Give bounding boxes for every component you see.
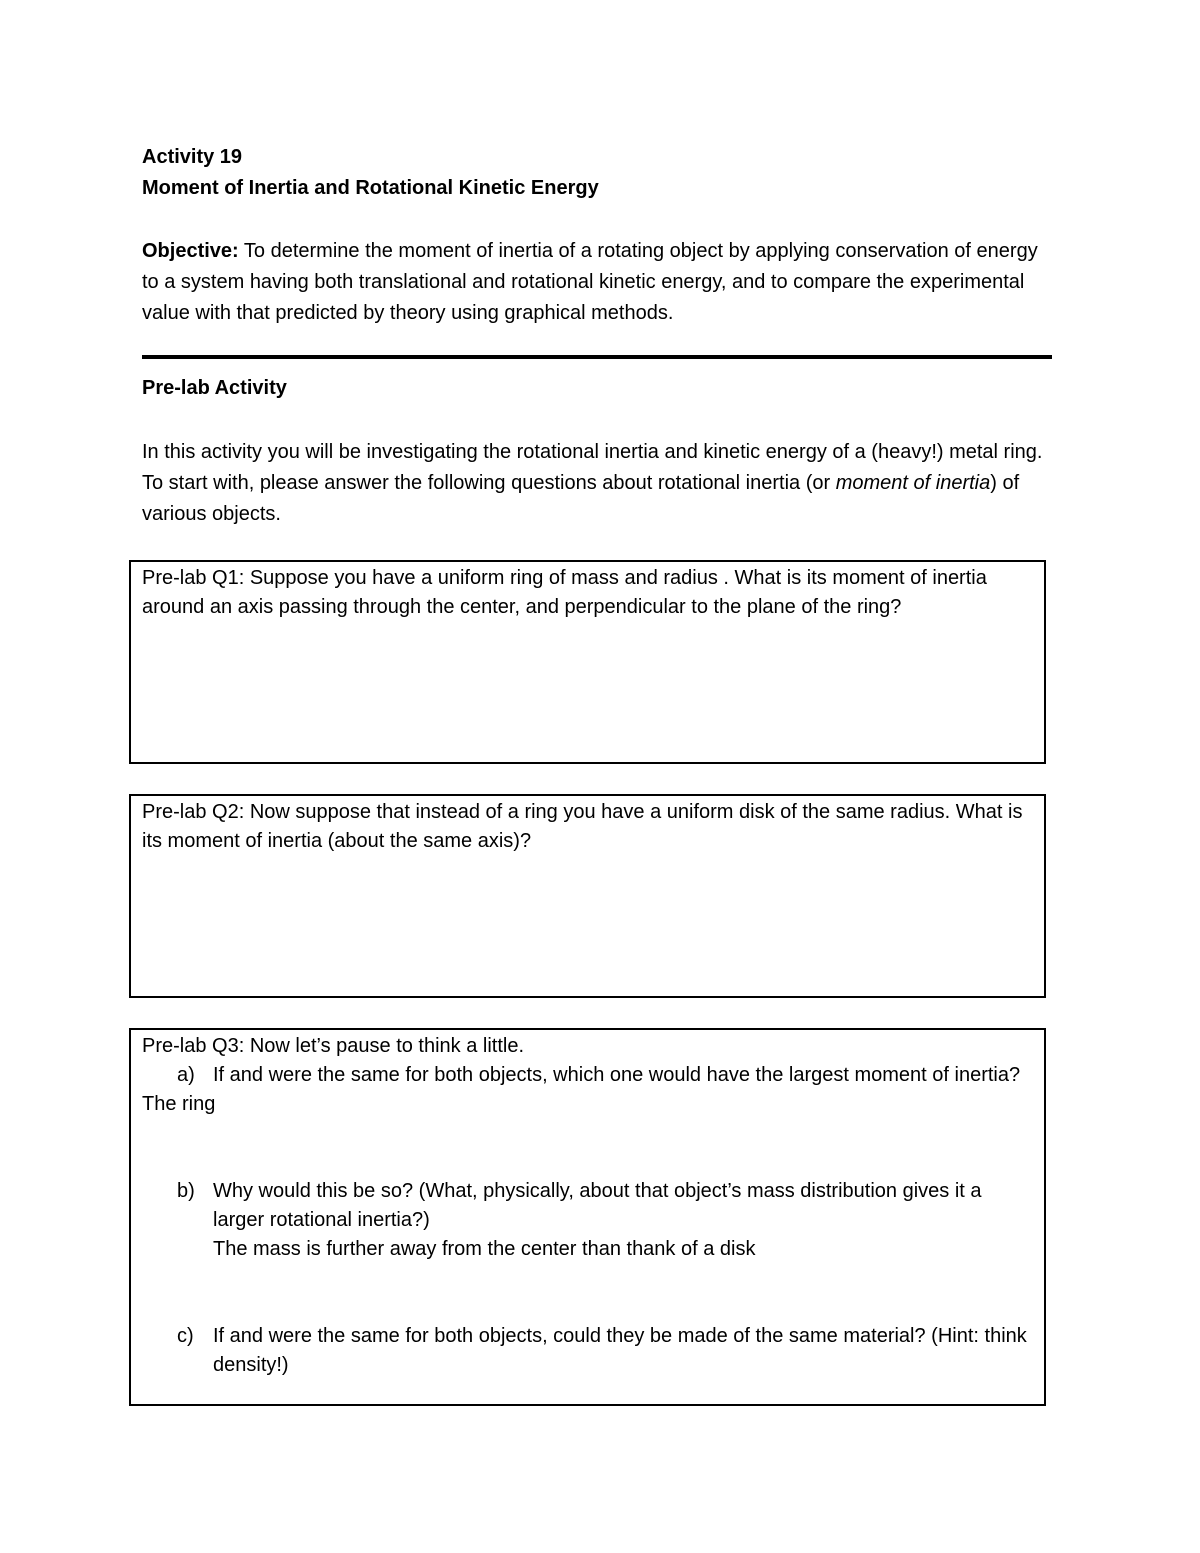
q3-part-c-text: If and were the same for both objects, could they be made of the same material? (Hint: think density!) xyxy=(213,1325,1027,1376)
prelab-intro-italic: moment of inertia xyxy=(835,472,991,494)
prelab-heading xyxy=(142,373,1052,404)
prelab-intro xyxy=(142,437,1052,530)
q3-part-b-answer: The mass is further away from the center than thank of a disk xyxy=(213,1238,756,1260)
q3-intro: Pre-lab Q3: Now let’s pause to think a little. xyxy=(142,1035,525,1057)
q1-text: Pre-lab Q1: Suppose you have a uniform ring of mass and radius . What is its moment of inertia around an axis passing through the center, and perpendicular to the plane of the ring? xyxy=(142,567,987,618)
prelab-intro-text-2: ) of various objects. xyxy=(142,472,1020,525)
q3-part-c xyxy=(142,1322,1034,1380)
q3-part-c-marker: c) xyxy=(177,1325,194,1347)
q3-part-b-text: Why would this be so? (What, physically, about that object’s mass distribution gives it a larger rotational inertia?) xyxy=(213,1180,982,1231)
q3-part-a xyxy=(142,1061,1034,1090)
document-header xyxy=(142,142,1052,204)
prelab-heading-text: Pre-lab Activity xyxy=(142,377,287,399)
section-divider xyxy=(142,355,1052,359)
prelab-intro-text-1: In this activity you will be investigating the rotational inertia and kinetic energy of a (heavy!) metal ring. To start with, please answer the following questions about rotational inertia (or xyxy=(142,441,1043,494)
question-box-q2[interactable] xyxy=(129,794,1046,998)
objective-paragraph xyxy=(142,236,1052,329)
q3-part-b xyxy=(142,1177,1034,1235)
q2-text: Pre-lab Q2: Now suppose that instead of a ring you have a uniform disk of the same radius. What is its moment of inertia (about the same axis)? xyxy=(142,801,1023,852)
question-box-q1[interactable] xyxy=(129,560,1046,764)
objective-label: Objective: xyxy=(142,240,239,262)
activity-number: Activity 19 xyxy=(142,146,243,168)
q3-part-a-text: If and were the same for both objects, which one would have the largest moment of inertia? xyxy=(213,1064,1021,1086)
spacer xyxy=(142,1264,1034,1322)
objective-text: To determine the moment of inertia of a rotating object by applying conservation of energy to a system having both translational and rotational kinetic energy, and to compare the experimental value with that predicted by theory using graphical methods. xyxy=(142,240,1038,324)
activity-title: Moment of Inertia and Rotational Kinetic Energy xyxy=(142,177,599,199)
q3-part-a-marker: a) xyxy=(177,1064,195,1086)
q3-part-b-marker: b) xyxy=(177,1180,195,1202)
question-box-q3[interactable] xyxy=(129,1028,1046,1406)
spacer xyxy=(142,1119,1034,1177)
q3-part-a-answer: The ring xyxy=(142,1093,216,1115)
